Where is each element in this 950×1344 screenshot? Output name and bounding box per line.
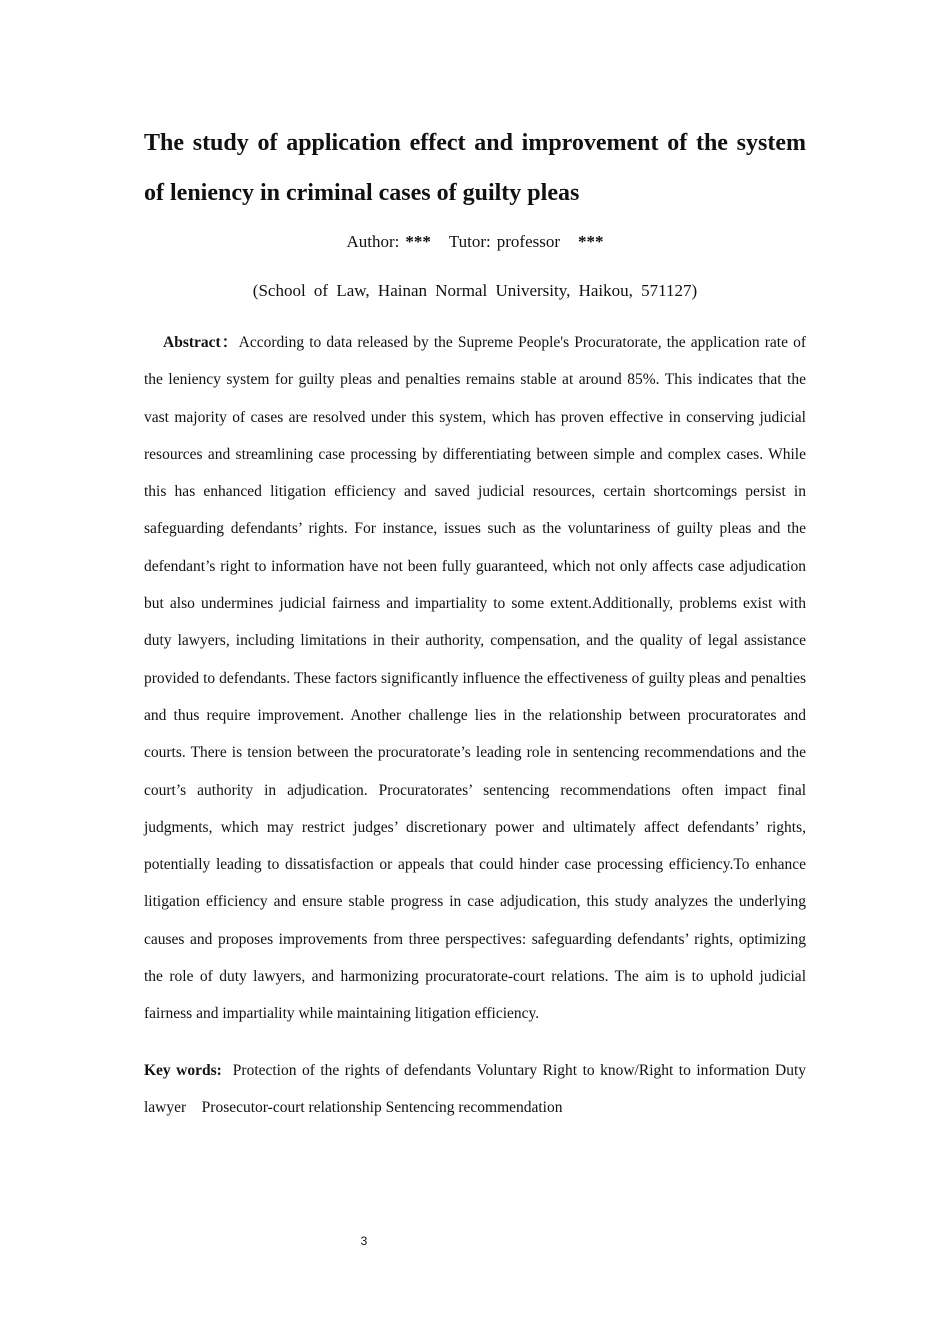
keywords-label: Key words:	[144, 1061, 222, 1079]
author-line	[144, 230, 806, 254]
keywords-text: Protection of the rights of defendants Voluntary Right to know/Right to information Duty lawyer Prosecutor-court relationship Sentencing recommendation	[144, 1061, 806, 1116]
abstract-text: According to data released by the Supreme People's Procuratorate, the application rate of the leniency system for guilty pleas and penalties remains stable at around 85%. This indicates that the vast majority of cases are resolved under this system, which has proven effective in conserving judicial resources and streamlining case processing by differentiating between simple and complex cases. While this has enhanced litigation efficiency and saved judicial resources, certain shortcomings persist in safeguarding defendants’ rights. For instance, issues such as the voluntariness of guilty pleas and the defendant’s right to information have not been fully guaranteed, which not only affects case adjudication but also undermines judicial fairness and impartiality to some extent.Additionally, problems exist with duty lawyers, including limitations in their authority, compensation, and the quality of legal assistance provided to defendants. These factors significantly influence the effectiveness of guilty pleas and penalties and thus require improvement. Another challenge lies in the relationship between procuratorates and courts. There is tension between the procuratorate’s leading role in sentencing recommendations and the court’s authority in adjudication. Procuratorates’ sentencing recommendations often impact final judgments, which may restrict judges’ discretionary power and ultimately affect defendants’ rights, potentially leading to dissatisfaction or appeals that could hinder case processing efficiency.To enhance litigation efficiency and ensure stable progress in case adjudication, this study analyzes the underlying causes and proposes improvements from three perspectives: safeguarding defendants’ rights, optimizing the role of duty lawyers, and harmonizing procuratorate-court relations. The aim is to uphold judicial fairness and impartiality while maintaining litigation efficiency.	[144, 334, 806, 1023]
keywords-paragraph	[144, 1052, 806, 1127]
paper-title: The study of application effect and improvement of the system of leniency in criminal cases of guilty pleas	[144, 130, 806, 206]
tutor-value: ***	[578, 232, 604, 251]
author-label: Author:	[346, 232, 400, 251]
page-content	[144, 118, 806, 1142]
tutor-title: professor	[496, 232, 561, 251]
author-value: ***	[405, 232, 431, 251]
affiliation: (School of Law, Hainan Normal University, Haikou, 571127)	[252, 281, 698, 300]
tutor-label: Tutor:	[448, 232, 491, 251]
abstract-paragraph	[144, 324, 806, 1033]
abstract-label: Abstract：	[163, 334, 239, 351]
page-number: 3	[360, 1234, 368, 1248]
